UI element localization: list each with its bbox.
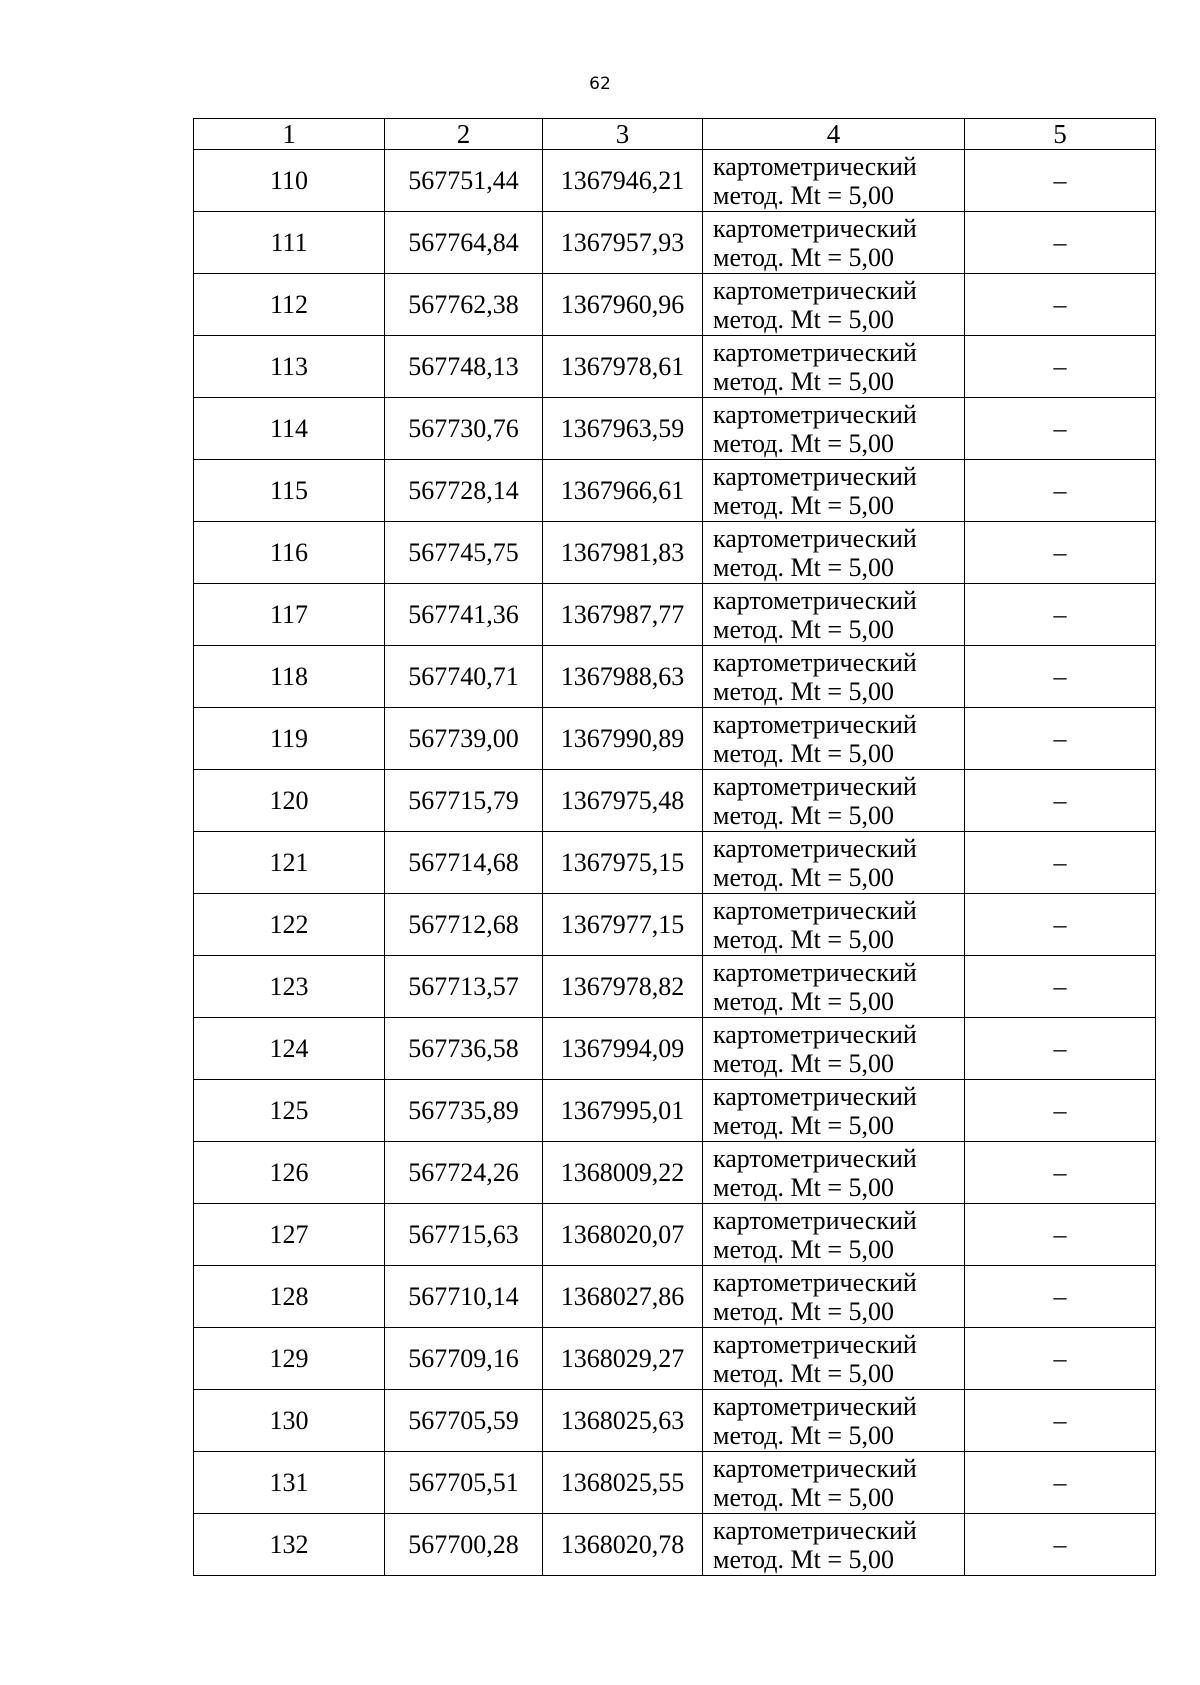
note-cell: – [965,646,1156,708]
note-cell: – [965,1018,1156,1080]
method-cell [703,522,965,584]
table-row [194,1018,1156,1080]
table-row [194,708,1156,770]
x-coordinate-cell: 567728,14 [385,460,543,522]
table-row [194,1080,1156,1142]
point-number-cell: 120 [194,770,385,832]
note-cell: – [965,1328,1156,1390]
table-row [194,1204,1156,1266]
point-number-cell: 114 [194,398,385,460]
y-coordinate-cell: 1367981,83 [543,522,703,584]
y-coordinate-cell: 1368025,63 [543,1390,703,1452]
y-coordinate-cell: 1367960,96 [543,274,703,336]
x-coordinate-cell: 567710,14 [385,1266,543,1328]
note-cell: – [965,274,1156,336]
table-row [194,956,1156,1018]
table-row [194,398,1156,460]
method-line-1: картометрический [713,523,917,553]
y-coordinate-cell: 1367978,61 [543,336,703,398]
note-cell: – [965,770,1156,832]
method-cell [703,1514,965,1576]
method-line-1: картометрический [713,1205,917,1235]
y-coordinate-cell: 1367988,63 [543,646,703,708]
method-line-1: картометрический [713,709,917,739]
note-cell: – [965,212,1156,274]
method-cell [703,1018,965,1080]
method-line-2: метод. Mt = 5,00 [713,986,894,1016]
x-coordinate-cell: 567712,68 [385,894,543,956]
table-header [194,119,1156,150]
note-cell: – [965,1452,1156,1514]
method-line-2: метод. Mt = 5,00 [713,490,894,520]
point-number-cell: 126 [194,1142,385,1204]
method-line-2: метод. Mt = 5,00 [713,614,894,644]
x-coordinate-cell: 567724,26 [385,1142,543,1204]
x-coordinate-cell: 567730,76 [385,398,543,460]
method-cell [703,1452,965,1514]
y-coordinate-cell: 1368027,86 [543,1266,703,1328]
table-row [194,150,1156,212]
method-line-1: картометрический [713,1453,917,1483]
y-coordinate-cell: 1367978,82 [543,956,703,1018]
method-cell [703,212,965,274]
method-line-1: картометрический [713,833,917,863]
table-row [194,1328,1156,1390]
x-coordinate-cell: 567748,13 [385,336,543,398]
method-cell [703,274,965,336]
y-coordinate-cell: 1367987,77 [543,584,703,646]
header-col-3: 3 [543,119,703,150]
method-line-1: картометрический [713,399,917,429]
method-line-1: картометрический [713,275,917,305]
point-number-cell: 112 [194,274,385,336]
point-number-cell: 124 [194,1018,385,1080]
method-cell [703,770,965,832]
point-number-cell: 116 [194,522,385,584]
header-col-5: 5 [965,119,1156,150]
y-coordinate-cell: 1367957,93 [543,212,703,274]
point-number-cell: 122 [194,894,385,956]
method-cell [703,956,965,1018]
note-cell: – [965,832,1156,894]
point-number-cell: 117 [194,584,385,646]
y-coordinate-cell: 1368025,55 [543,1452,703,1514]
note-cell: – [965,150,1156,212]
method-line-2: метод. Mt = 5,00 [713,1234,894,1264]
method-line-2: метод. Mt = 5,00 [713,1110,894,1140]
method-line-1: картометрический [713,1019,917,1049]
point-number-cell: 131 [194,1452,385,1514]
x-coordinate-cell: 567735,89 [385,1080,543,1142]
method-line-2: метод. Mt = 5,00 [713,1358,894,1388]
point-number-cell: 128 [194,1266,385,1328]
x-coordinate-cell: 567715,79 [385,770,543,832]
method-line-1: картометрический [713,585,917,615]
x-coordinate-cell: 567715,63 [385,1204,543,1266]
y-coordinate-cell: 1368020,78 [543,1514,703,1576]
method-line-2: метод. Mt = 5,00 [713,1296,894,1326]
method-line-2: метод. Mt = 5,00 [713,366,894,396]
method-cell [703,832,965,894]
table-row [194,584,1156,646]
point-number-cell: 113 [194,336,385,398]
x-coordinate-cell: 567713,57 [385,956,543,1018]
table-row [194,1514,1156,1576]
table-row [194,832,1156,894]
method-line-2: метод. Mt = 5,00 [713,1420,894,1450]
method-line-2: метод. Mt = 5,00 [713,738,894,768]
y-coordinate-cell: 1368020,07 [543,1204,703,1266]
method-cell [703,646,965,708]
method-cell [703,336,965,398]
y-coordinate-cell: 1367975,48 [543,770,703,832]
header-col-1: 1 [194,119,385,150]
method-cell [703,1328,965,1390]
note-cell: – [965,1142,1156,1204]
note-cell: – [965,398,1156,460]
table-row [194,1266,1156,1328]
method-cell [703,460,965,522]
note-cell: – [965,584,1156,646]
method-line-2: метод. Mt = 5,00 [713,676,894,706]
method-line-2: метод. Mt = 5,00 [713,428,894,458]
method-line-1: картометрический [713,337,917,367]
table-row [194,1142,1156,1204]
method-cell [703,1080,965,1142]
note-cell: – [965,1080,1156,1142]
method-line-2: метод. Mt = 5,00 [713,1172,894,1202]
point-number-cell: 130 [194,1390,385,1452]
method-line-2: метод. Mt = 5,00 [713,304,894,334]
method-line-2: метод. Mt = 5,00 [713,800,894,830]
y-coordinate-cell: 1367995,01 [543,1080,703,1142]
x-coordinate-cell: 567745,75 [385,522,543,584]
table-row [194,770,1156,832]
page-number: 62 [589,74,611,94]
method-line-2: метод. Mt = 5,00 [713,924,894,954]
point-number-cell: 118 [194,646,385,708]
table-row [194,1390,1156,1452]
x-coordinate-cell: 567739,00 [385,708,543,770]
method-line-1: картометрический [713,647,917,677]
x-coordinate-cell: 567762,38 [385,274,543,336]
x-coordinate-cell: 567751,44 [385,150,543,212]
x-coordinate-cell: 567740,71 [385,646,543,708]
method-line-2: метод. Mt = 5,00 [713,1544,894,1574]
method-cell [703,150,965,212]
method-line-1: картометрический [713,1391,917,1421]
table-row [194,522,1156,584]
method-line-1: картометрический [713,461,917,491]
note-cell: – [965,1204,1156,1266]
method-line-1: картометрический [713,151,917,181]
x-coordinate-cell: 567714,68 [385,832,543,894]
note-cell: – [965,708,1156,770]
x-coordinate-cell: 567736,58 [385,1018,543,1080]
y-coordinate-cell: 1367977,15 [543,894,703,956]
y-coordinate-cell: 1367990,89 [543,708,703,770]
method-line-1: картометрический [713,1329,917,1359]
y-coordinate-cell: 1367994,09 [543,1018,703,1080]
table-row [194,212,1156,274]
note-cell: – [965,894,1156,956]
note-cell: – [965,1266,1156,1328]
point-number-cell: 119 [194,708,385,770]
point-number-cell: 121 [194,832,385,894]
table-body [194,150,1156,1576]
table-row [194,1452,1156,1514]
y-coordinate-cell: 1367966,61 [543,460,703,522]
x-coordinate-cell: 567705,59 [385,1390,543,1452]
point-number-cell: 129 [194,1328,385,1390]
method-line-1: картометрический [713,1267,917,1297]
method-line-1: картометрический [713,895,917,925]
point-number-cell: 125 [194,1080,385,1142]
y-coordinate-cell: 1367975,15 [543,832,703,894]
point-number-cell: 127 [194,1204,385,1266]
point-number-cell: 132 [194,1514,385,1576]
header-col-4: 4 [703,119,965,150]
method-line-1: картометрический [713,957,917,987]
header-col-2: 2 [385,119,543,150]
method-cell [703,1142,965,1204]
point-number-cell: 111 [194,212,385,274]
point-number-cell: 110 [194,150,385,212]
method-cell [703,1390,965,1452]
y-coordinate-cell: 1368009,22 [543,1142,703,1204]
method-cell [703,398,965,460]
y-coordinate-cell: 1367946,21 [543,150,703,212]
note-cell: – [965,1390,1156,1452]
y-coordinate-cell: 1368029,27 [543,1328,703,1390]
method-line-2: метод. Mt = 5,00 [713,1482,894,1512]
note-cell: – [965,460,1156,522]
method-cell [703,894,965,956]
method-cell [703,584,965,646]
method-line-2: метод. Mt = 5,00 [713,242,894,272]
method-line-2: метод. Mt = 5,00 [713,862,894,892]
coordinates-table [193,118,1156,1576]
note-cell: – [965,522,1156,584]
note-cell: – [965,1514,1156,1576]
method-line-1: картометрический [713,213,917,243]
method-cell [703,708,965,770]
header-row [194,119,1156,150]
table-row [194,460,1156,522]
method-line-1: картометрический [713,1081,917,1111]
method-line-1: картометрический [713,1515,917,1545]
method-cell [703,1266,965,1328]
method-line-2: метод. Mt = 5,00 [713,180,894,210]
x-coordinate-cell: 567709,16 [385,1328,543,1390]
point-number-cell: 115 [194,460,385,522]
note-cell: – [965,336,1156,398]
table-row [194,336,1156,398]
note-cell: – [965,956,1156,1018]
table-row [194,894,1156,956]
method-line-1: картометрический [713,1143,917,1173]
table-row [194,646,1156,708]
table-row [194,274,1156,336]
method-line-1: картометрический [713,771,917,801]
x-coordinate-cell: 567705,51 [385,1452,543,1514]
y-coordinate-cell: 1367963,59 [543,398,703,460]
method-line-2: метод. Mt = 5,00 [713,1048,894,1078]
x-coordinate-cell: 567700,28 [385,1514,543,1576]
method-cell [703,1204,965,1266]
x-coordinate-cell: 567764,84 [385,212,543,274]
point-number-cell: 123 [194,956,385,1018]
x-coordinate-cell: 567741,36 [385,584,543,646]
method-line-2: метод. Mt = 5,00 [713,552,894,582]
